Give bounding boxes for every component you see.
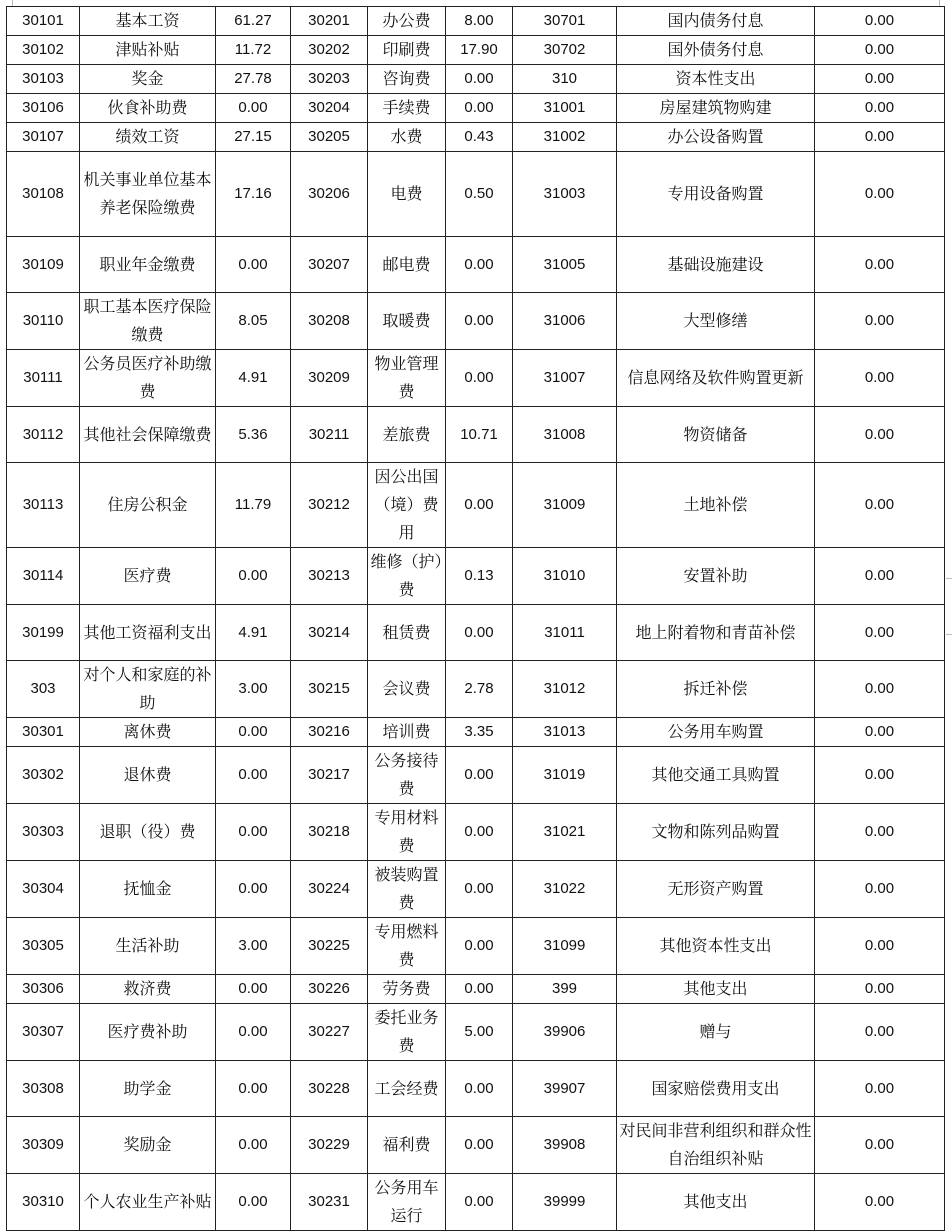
cell-amount-3: 0.00: [815, 350, 945, 407]
cell-name-3: 对民间非营利组织和群众性自治组织补贴: [617, 1117, 815, 1174]
cell-name-3: 国内债务付息: [617, 7, 815, 36]
cell-code-2: 30227: [291, 1004, 368, 1061]
table-row: [7, 975, 945, 1004]
cell-name-1: 职工基本医疗保险缴费: [80, 293, 216, 350]
cell-name-3: 拆迁补偿: [617, 661, 815, 718]
cell-amount-3: 0.00: [815, 463, 945, 548]
cell-code-1: 303: [7, 661, 80, 718]
cell-code-3: 31011: [513, 605, 617, 661]
table-row: [7, 94, 945, 123]
cell-code-3: 31001: [513, 94, 617, 123]
cell-amount-1: 0.00: [216, 975, 291, 1004]
cell-code-1: 30301: [7, 718, 80, 747]
cell-code-3: 39999: [513, 1174, 617, 1231]
cell-amount-2: 0.00: [446, 1117, 513, 1174]
cell-code-1: 30113: [7, 463, 80, 548]
cell-name-1: 奖励金: [80, 1117, 216, 1174]
cell-code-3: 39907: [513, 1061, 617, 1117]
table-row: [7, 1004, 945, 1061]
table-row: [7, 350, 945, 407]
cell-amount-1: 17.16: [216, 152, 291, 237]
cell-code-2: 30209: [291, 350, 368, 407]
table-row: [7, 605, 945, 661]
cell-amount-2: 0.00: [446, 804, 513, 861]
cell-name-2: 被装购置费: [368, 861, 446, 918]
cell-name-3: 信息网络及软件购置更新: [617, 350, 815, 407]
cell-amount-2: 17.90: [446, 36, 513, 65]
cell-amount-3: 0.00: [815, 918, 945, 975]
cell-name-1: 住房公积金: [80, 463, 216, 548]
cell-amount-2: 3.35: [446, 718, 513, 747]
cell-code-1: 30114: [7, 548, 80, 605]
cell-amount-1: 0.00: [216, 861, 291, 918]
cell-name-3: 文物和陈列品购置: [617, 804, 815, 861]
cell-name-3: 房屋建筑物购建: [617, 94, 815, 123]
cell-amount-3: 0.00: [815, 123, 945, 152]
table-row: [7, 918, 945, 975]
cell-amount-3: 0.00: [815, 804, 945, 861]
cell-amount-3: 0.00: [815, 605, 945, 661]
cell-amount-3: 0.00: [815, 861, 945, 918]
cell-name-2: 因公出国（境）费用: [368, 463, 446, 548]
cell-amount-3: 0.00: [815, 747, 945, 804]
cell-code-3: 31022: [513, 861, 617, 918]
cell-name-1: 基本工资: [80, 7, 216, 36]
cell-name-1: 公务员医疗补助缴费: [80, 350, 216, 407]
cell-name-3: 办公设备购置: [617, 123, 815, 152]
cell-name-1: 医疗费补助: [80, 1004, 216, 1061]
cell-name-3: 专用设备购置: [617, 152, 815, 237]
cell-name-3: 赠与: [617, 1004, 815, 1061]
cell-name-1: 助学金: [80, 1061, 216, 1117]
cell-code-3: 31013: [513, 718, 617, 747]
cell-code-2: 30207: [291, 237, 368, 293]
table-row: [7, 861, 945, 918]
cell-code-1: 30106: [7, 94, 80, 123]
cell-code-3: 310: [513, 65, 617, 94]
cell-name-1: 机关事业单位基本养老保险缴费: [80, 152, 216, 237]
cell-name-3: 其他资本性支出: [617, 918, 815, 975]
cell-code-1: 30199: [7, 605, 80, 661]
cell-code-2: 30215: [291, 661, 368, 718]
table-row: [7, 237, 945, 293]
cell-amount-1: 0.00: [216, 94, 291, 123]
cell-code-1: 30307: [7, 1004, 80, 1061]
cell-name-1: 伙食补助费: [80, 94, 216, 123]
cell-code-2: 30228: [291, 1061, 368, 1117]
cell-amount-3: 0.00: [815, 718, 945, 747]
cell-name-2: 劳务费: [368, 975, 446, 1004]
cell-amount-1: 4.91: [216, 350, 291, 407]
cell-amount-3: 0.00: [815, 36, 945, 65]
table-row: [7, 747, 945, 804]
cell-code-3: 31019: [513, 747, 617, 804]
cell-amount-2: 0.00: [446, 293, 513, 350]
cell-code-2: 30229: [291, 1117, 368, 1174]
cell-name-2: 取暖费: [368, 293, 446, 350]
cell-amount-3: 0.00: [815, 1117, 945, 1174]
table-row: [7, 152, 945, 237]
cell-name-2: 差旅费: [368, 407, 446, 463]
cell-amount-3: 0.00: [815, 407, 945, 463]
cell-code-3: 31099: [513, 918, 617, 975]
cell-name-1: 奖金: [80, 65, 216, 94]
cell-amount-2: 8.00: [446, 7, 513, 36]
cell-name-3: 其他交通工具购置: [617, 747, 815, 804]
cell-code-1: 30306: [7, 975, 80, 1004]
cell-code-3: 31006: [513, 293, 617, 350]
cell-name-3: 大型修缮: [617, 293, 815, 350]
cell-amount-3: 0.00: [815, 548, 945, 605]
cell-amount-3: 0.00: [815, 237, 945, 293]
cell-code-1: 30310: [7, 1174, 80, 1231]
cell-name-2: 印刷费: [368, 36, 446, 65]
cell-amount-1: 8.05: [216, 293, 291, 350]
cell-code-2: 30216: [291, 718, 368, 747]
cell-amount-1: 0.00: [216, 1174, 291, 1231]
cell-code-3: 31012: [513, 661, 617, 718]
cell-amount-1: 4.91: [216, 605, 291, 661]
cell-code-1: 30109: [7, 237, 80, 293]
cell-code-2: 30218: [291, 804, 368, 861]
cell-name-3: 国家赔偿费用支出: [617, 1061, 815, 1117]
cell-name-3: 国外债务付息: [617, 36, 815, 65]
cell-name-1: 救济费: [80, 975, 216, 1004]
cell-code-2: 30226: [291, 975, 368, 1004]
cell-amount-2: 0.00: [446, 1174, 513, 1231]
cell-amount-2: 0.00: [446, 975, 513, 1004]
cell-code-2: 30211: [291, 407, 368, 463]
cell-code-1: 30302: [7, 747, 80, 804]
cell-name-1: 对个人和家庭的补助: [80, 661, 216, 718]
cell-amount-1: 0.00: [216, 1061, 291, 1117]
cell-name-3: 其他支出: [617, 1174, 815, 1231]
cell-code-1: 30303: [7, 804, 80, 861]
table-row: [7, 293, 945, 350]
cell-code-1: 30309: [7, 1117, 80, 1174]
cell-code-2: 30231: [291, 1174, 368, 1231]
cell-amount-1: 0.00: [216, 747, 291, 804]
cell-name-1: 其他社会保障缴费: [80, 407, 216, 463]
cell-code-1: 30110: [7, 293, 80, 350]
cell-code-3: 31003: [513, 152, 617, 237]
cell-name-2: 水费: [368, 123, 446, 152]
cell-name-2: 工会经费: [368, 1061, 446, 1117]
cell-amount-2: 0.00: [446, 94, 513, 123]
cell-amount-3: 0.00: [815, 65, 945, 94]
cell-code-3: 31021: [513, 804, 617, 861]
cell-code-2: 30206: [291, 152, 368, 237]
cell-amount-2: 0.00: [446, 65, 513, 94]
cell-amount-2: 0.00: [446, 605, 513, 661]
cell-name-1: 退职（役）费: [80, 804, 216, 861]
cell-name-1: 生活补助: [80, 918, 216, 975]
cell-amount-1: 11.72: [216, 36, 291, 65]
cell-amount-2: 10.71: [446, 407, 513, 463]
cell-amount-2: 5.00: [446, 1004, 513, 1061]
cell-name-1: 医疗费: [80, 548, 216, 605]
cell-code-2: 30203: [291, 65, 368, 94]
cell-name-3: 无形资产购置: [617, 861, 815, 918]
cell-code-1: 30308: [7, 1061, 80, 1117]
cell-code-1: 30108: [7, 152, 80, 237]
cell-amount-1: 3.00: [216, 661, 291, 718]
cell-name-2: 物业管理费: [368, 350, 446, 407]
cell-amount-3: 0.00: [815, 1061, 945, 1117]
cell-code-3: 31010: [513, 548, 617, 605]
cell-name-2: 公务接待费: [368, 747, 446, 804]
crop-mark-right-1: [946, 578, 952, 580]
cell-name-3: 公务用车购置: [617, 718, 815, 747]
cell-amount-2: 0.00: [446, 463, 513, 548]
cell-name-2: 委托业务费: [368, 1004, 446, 1061]
cell-name-2: 公务用车运行: [368, 1174, 446, 1231]
cell-amount-1: 0.00: [216, 1004, 291, 1061]
cell-code-3: 30701: [513, 7, 617, 36]
cell-amount-3: 0.00: [815, 152, 945, 237]
cell-name-3: 资本性支出: [617, 65, 815, 94]
cell-name-3: 基础设施建设: [617, 237, 815, 293]
cell-name-1: 抚恤金: [80, 861, 216, 918]
table-row: [7, 65, 945, 94]
cell-name-2: 办公费: [368, 7, 446, 36]
cell-code-3: 31008: [513, 407, 617, 463]
table-row: [7, 548, 945, 605]
cell-name-2: 福利费: [368, 1117, 446, 1174]
cell-name-1: 离休费: [80, 718, 216, 747]
cell-code-1: 30103: [7, 65, 80, 94]
cell-code-1: 30304: [7, 861, 80, 918]
cell-amount-1: 0.00: [216, 1117, 291, 1174]
cell-code-2: 30212: [291, 463, 368, 548]
cell-code-2: 30214: [291, 605, 368, 661]
table-row: [7, 123, 945, 152]
cell-name-1: 个人农业生产补贴: [80, 1174, 216, 1231]
table-row: [7, 407, 945, 463]
cell-code-1: 30107: [7, 123, 80, 152]
cell-code-3: 399: [513, 975, 617, 1004]
cell-amount-2: 0.00: [446, 861, 513, 918]
cell-name-2: 咨询费: [368, 65, 446, 94]
cell-name-2: 专用燃料费: [368, 918, 446, 975]
cell-code-3: 31002: [513, 123, 617, 152]
cell-code-1: 30101: [7, 7, 80, 36]
table-row: [7, 1117, 945, 1174]
cell-name-2: 会议费: [368, 661, 446, 718]
cell-name-2: 手续费: [368, 94, 446, 123]
cell-name-2: 专用材料费: [368, 804, 446, 861]
cell-amount-2: 0.00: [446, 350, 513, 407]
cell-amount-2: 0.00: [446, 918, 513, 975]
cell-name-3: 其他支出: [617, 975, 815, 1004]
cell-amount-3: 0.00: [815, 661, 945, 718]
cell-code-3: 31009: [513, 463, 617, 548]
cell-code-3: 39908: [513, 1117, 617, 1174]
cell-amount-3: 0.00: [815, 7, 945, 36]
cell-code-2: 30225: [291, 918, 368, 975]
cell-name-2: 培训费: [368, 718, 446, 747]
cell-amount-3: 0.00: [815, 1004, 945, 1061]
cell-code-3: 31007: [513, 350, 617, 407]
cell-code-2: 30224: [291, 861, 368, 918]
table-row: [7, 36, 945, 65]
table-row: [7, 718, 945, 747]
table-row: [7, 1174, 945, 1231]
cell-name-1: 其他工资福利支出: [80, 605, 216, 661]
cell-name-1: 退休费: [80, 747, 216, 804]
cell-amount-1: 27.15: [216, 123, 291, 152]
cell-amount-2: 2.78: [446, 661, 513, 718]
cell-code-2: 30204: [291, 94, 368, 123]
cell-name-1: 绩效工资: [80, 123, 216, 152]
cell-code-3: 30702: [513, 36, 617, 65]
table-row: [7, 804, 945, 861]
cell-code-2: 30205: [291, 123, 368, 152]
cell-code-2: 30202: [291, 36, 368, 65]
cell-code-3: 39906: [513, 1004, 617, 1061]
cell-amount-3: 0.00: [815, 293, 945, 350]
cell-amount-1: 0.00: [216, 804, 291, 861]
cell-code-2: 30201: [291, 7, 368, 36]
cell-amount-2: 0.00: [446, 237, 513, 293]
table-row: [7, 1061, 945, 1117]
cell-name-3: 物资储备: [617, 407, 815, 463]
cell-name-1: 职业年金缴费: [80, 237, 216, 293]
table-row: [7, 661, 945, 718]
cell-name-2: 维修（护）费: [368, 548, 446, 605]
cell-name-3: 地上附着物和青苗补偿: [617, 605, 815, 661]
cell-name-1: 津贴补贴: [80, 36, 216, 65]
cell-code-1: 30102: [7, 36, 80, 65]
cell-name-2: 电费: [368, 152, 446, 237]
cell-amount-1: 27.78: [216, 65, 291, 94]
cell-name-3: 安置补助: [617, 548, 815, 605]
cell-amount-1: 11.79: [216, 463, 291, 548]
cell-amount-3: 0.00: [815, 1174, 945, 1231]
cell-amount-1: 0.00: [216, 718, 291, 747]
cell-amount-1: 3.00: [216, 918, 291, 975]
cell-code-2: 30213: [291, 548, 368, 605]
cell-amount-2: 0.00: [446, 1061, 513, 1117]
cell-name-2: 邮电费: [368, 237, 446, 293]
cell-amount-2: 0.00: [446, 747, 513, 804]
cell-amount-1: 5.36: [216, 407, 291, 463]
cell-code-1: 30305: [7, 918, 80, 975]
cell-code-2: 30217: [291, 747, 368, 804]
table-row: [7, 463, 945, 548]
cell-name-3: 土地补偿: [617, 463, 815, 548]
cell-code-1: 30111: [7, 350, 80, 407]
cell-amount-2: 0.43: [446, 123, 513, 152]
expenditure-economic-classification-table: [6, 6, 945, 1231]
crop-mark-right-2: [946, 634, 952, 636]
cell-code-2: 30208: [291, 293, 368, 350]
cell-amount-1: 0.00: [216, 237, 291, 293]
cell-amount-2: 0.50: [446, 152, 513, 237]
cell-code-3: 31005: [513, 237, 617, 293]
cell-amount-3: 0.00: [815, 94, 945, 123]
cell-code-1: 30112: [7, 407, 80, 463]
table-row: [7, 7, 945, 36]
cell-amount-1: 0.00: [216, 548, 291, 605]
cell-name-2: 租赁费: [368, 605, 446, 661]
cell-amount-2: 0.13: [446, 548, 513, 605]
cell-amount-3: 0.00: [815, 975, 945, 1004]
cell-amount-1: 61.27: [216, 7, 291, 36]
